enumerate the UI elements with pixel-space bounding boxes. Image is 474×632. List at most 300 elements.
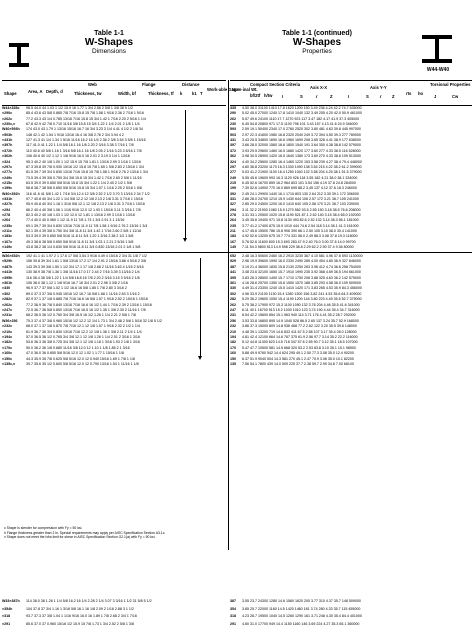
- hdr-Zy: Z: [392, 94, 395, 99]
- left-table-subtitle: Dimensions: [92, 48, 126, 55]
- hdr-Sy: S: [366, 94, 369, 99]
- row-shape-label: 277: [230, 170, 236, 175]
- row-values: 93.7 37.3 37 3/8 1.04 1 1/16 9/16 16.0 16 1.89 1 7/8 2.68 2 3/4 1 7/16: [26, 614, 137, 618]
- row-shape-label: W36×652h: [2, 254, 20, 258]
- table-row: [2, 622, 226, 627]
- row-shape-label: 529: [230, 259, 236, 264]
- row-shape-label: 503: [230, 132, 236, 137]
- row-values: 77.2 43.3 43 1/4 0.785 13/16 7/16 15.8 15 3/4 1.42 1 7/16 2.20 2 5/16 1 1/4: [26, 116, 146, 121]
- table-row: [230, 351, 472, 356]
- row-shape-label: 487: [230, 264, 236, 269]
- row-shape-label: W36×256: [2, 318, 18, 323]
- row-values: 3.11 32.2 21900 1080 15.9 1270 562 93.5 2.55 150 3.18 38.5 76.6 208000: [242, 207, 361, 212]
- row-values: 89.0 37.3 37 3/8 0.945 15/16 1/2 16.7 16 5/8 1.68 1 11/16 2.63 3 1/16 2: [26, 291, 140, 296]
- hdr-distance: Distance: [182, 82, 200, 87]
- row-values: 3.98 30.5 28900 1420 16.5 1640 1380 173 3.60 270 4.33 38.6 109 513000: [242, 154, 361, 159]
- row-shape-label: ×529h: [2, 259, 13, 264]
- table-row: [230, 324, 472, 329]
- row-shape-label: ×262c: [2, 302, 13, 307]
- row-shape-label: ×431h: [2, 138, 13, 143]
- row-shape-label: W33×387h: [2, 599, 20, 603]
- hdr-rts: rts: [406, 91, 412, 96]
- hdr-flange-thickness: Thickness, tf: [148, 91, 174, 96]
- row-values: 3.43 25.5 34800 1690 16.6 1960 1690 208 3.65 328 4.41 38.9 177 638000: [242, 138, 361, 143]
- row-shape-label: ×327h: [2, 202, 13, 207]
- row-values: 2.45 24.1 29900 1440 16.1 1710 803 130 2.64 212 3.30 39.1 172 306000: [242, 191, 359, 196]
- row-shape-label: ×372h: [2, 148, 13, 153]
- row-values: 67.8 42.9 42 7/8 0.710 11/16 3/8 15.8 15 3/4 1.22 1 1/4 2.01 2 1/8 1 1/4: [26, 122, 140, 127]
- row-shape-label: 431: [230, 138, 236, 143]
- row-values: 3.55 23.7 24300 1280 14.6 1560 1620 200 3.77 310 4.37 35.7 148 509000: [242, 599, 361, 603]
- table-row: [2, 276, 226, 281]
- left-title-block: [64, 30, 154, 55]
- row-shape-label: 262: [230, 302, 236, 307]
- row-values: 95.3 40.2 40 1/8 1.00 1 1/2 15.9 15 7/8 1.81 1 13/16 2.99 3 1/16 1 13/16: [26, 159, 141, 164]
- row-values: 5.76 52.6 11600 600 15.3 693 283 47.9 2.40 76.0 3.00 37.6 14.0 99700: [242, 239, 356, 244]
- row-shape-label: 372: [230, 148, 236, 153]
- row-shape-label: ×194c: [2, 335, 13, 339]
- row-shape-label: ×264: [2, 218, 11, 223]
- row-shape-label: 249: [230, 175, 236, 180]
- hdr-Cw: Cw: [452, 94, 459, 99]
- footnotes: [4, 526, 224, 540]
- table-row: [230, 303, 472, 308]
- row-shape-label: ×182c: [2, 340, 13, 345]
- row-values: 156 39.8 39 3/4 1.61 1 5/8 13/16 17.2 17 1/4 2.91 2 15/16 3.86 4 5/16 2 3/8: [26, 259, 146, 264]
- row-values: 81.5 39.7 39 3/4 0.830 13/16 7/16 15.8 15 7/8 1.58 1 9/16 2.76 2 13/16 1 3/4: [26, 170, 148, 175]
- row-shape-label: 232: [230, 324, 236, 329]
- row-values: 5.88 49.9 9760 542 14.4 624 295 49.1 2.50 77.3 3.08 35.0 12.4 90200: [242, 351, 354, 356]
- row-shape-label: 150: [230, 356, 236, 361]
- row-values: 3.86 37.3 15000 809 14.8 936 468 77.2 2.62 122 3.20 35.5 39.6 148000: [242, 324, 357, 329]
- hdr-web-thickness: Thickness, tw: [74, 91, 102, 96]
- row-values: 73.5 39.4 39 3/8 0.750 3/4 3/8 15.8 15 3/4 1.42 1 7/16 2.60 2 5/8 1 11/16: [26, 175, 142, 180]
- row-shape-label: 294: [230, 207, 236, 212]
- row-shape-label: 199: [230, 186, 236, 191]
- row-values: 6.54 42.2 15600 854 15.1 963 940 114 3.71 176 4.41 35.2 28.7 292000: [242, 313, 356, 318]
- right-group2-table: [230, 254, 472, 369]
- right-bottom-table: [230, 599, 472, 631]
- hdr-torsional: Torsional Properties: [430, 82, 471, 87]
- hdr-axis-yy: Axis Y-Y: [370, 85, 387, 90]
- row-shape-label: 264: [230, 218, 236, 223]
- row-values: 3.77 41.2 17400 875 15.9 1010 444 74.6 2.54 118 3.14 38.1 41.3 161000: [242, 223, 359, 228]
- row-shape-label: 183: [230, 234, 236, 239]
- row-values: 4.50 38.0 31100 1410 17.8 1620 1200 150 3.49 236 4.24 42.2 74.7 535000: [242, 106, 362, 110]
- table-row: [230, 286, 472, 291]
- hdr-htw: h/tw: [264, 93, 273, 98]
- left-group1-table: [2, 106, 226, 251]
- gage-arrow-line-1: [185, 110, 186, 240]
- hdr-bf2tf: bf/2tf: [250, 93, 261, 98]
- row-shape-label: W40×392h: [2, 191, 20, 196]
- row-values: 7.39 52.6 14900 770 16.0 869 695 88.2 3.45 137 4.12 37.6 18.3 246000: [242, 186, 357, 191]
- row-values: 127 41.3 41 1/4 1.34 1 5/16 11/16 16.2 16 1/4 2.36 2 3/8 3.54 3 5/8 1 15/16: [26, 138, 146, 143]
- row-values: 68.2 36.5 36 1/2 0.760 3/4 3/8 16.5 16 1/2 1.26 1 1/4 2.21 2 5/8 1 7/8: [26, 313, 136, 318]
- left-table-title: W-Shapes: [84, 37, 134, 48]
- row-shape-label: 235: [230, 223, 236, 228]
- row-values: 114 38.0 38 1.26 1 1/4 5/8 16.2 16 1/4 2.28 2 1/4 3.07 3 3/16 1 1/2 31 5/8 5 1/2: [26, 599, 152, 603]
- row-shape-label: 331: [230, 196, 236, 201]
- bottom-page: [0, 597, 474, 632]
- right-table-number: Table 1-1 (continued): [282, 30, 352, 37]
- row-values: 2.86 28.0 24700 1210 15.9 1430 644 106 2.57 172 3.21 38.7 105 241000: [242, 196, 359, 201]
- row-shape-label: 330: [230, 286, 236, 291]
- left-table-number: Table 1-1: [94, 30, 124, 37]
- row-values: 97.7 40.8 40 3/4 1.22 1 1/4 5/8 12.2 12 1/8 2.13 2 1/8 3.31 3 7/16 1 15/16: [26, 196, 143, 201]
- hdr-axis-xx: Axis X-X: [310, 85, 327, 90]
- row-shape-label: 182: [230, 340, 236, 345]
- row-shape-label: 362: [230, 154, 236, 159]
- table-row: [2, 330, 226, 335]
- logo-label: W44-W40: [426, 67, 450, 73]
- hdr-Zx: Z: [330, 94, 333, 99]
- row-values: 5.12 44.8 11300 623 14.5 718 347 57.6 2.55 90.7 3.12 35.1 18.5 107000: [242, 340, 358, 345]
- group-separator: [2, 252, 472, 253]
- row-values: 2.85 29.0 24500 1200 16.0 1410 640 105 2.58 170 3.21 38.7 103 239000: [242, 202, 359, 207]
- row-values: 130 38.9 38 7/8 1.36 1 3/8 11/16 17.0 17 2.44 2 7/16 3.39 3 13/16 2 1/4: [26, 270, 140, 275]
- row-values: 72.5 36.7 36 5/8 0.800 13/16 7/16 16.5 16 1/2 1.35 1 3/8 2.30 2 11/16 1 7/8: [26, 308, 146, 312]
- row-values: 62.1 39.4 39 3/8 0.750 3/4 3/8 11.8 11 3/4 1.42 1 7/16 2.60 2 5/8 1 11/16: [26, 229, 142, 234]
- hdr-area: Area, A: [28, 89, 43, 94]
- left-header: [2, 80, 239, 106]
- right-title-block: [262, 30, 372, 55]
- row-values: 4.81 42.4 12100 664 14.6 767 375 61.9 2.56 97.7 3.14 35.2 22.2 116000: [242, 335, 358, 339]
- row-values: 75.3 37.4 37 3/8 0.960 15/16 1/2 12.2 12 1/4 1.73 1 3/4 2.48 2 5/8 1 5/16 32 1/8 5 1/2: [26, 318, 162, 323]
- row-shape-label: ×361h: [2, 281, 13, 285]
- table-row: [2, 297, 226, 302]
- table-row: [2, 362, 226, 367]
- row-shape-label: 387: [230, 599, 236, 603]
- table-row: [230, 362, 472, 367]
- row-shape-label: W40×593h: [2, 127, 20, 132]
- row-shape-label: ×160c: [2, 351, 13, 356]
- row-values: 4.40 34.2 25600 1280 16.4 1460 1220 153 3.58 239 4.27 38.4 79.4 448000: [242, 159, 362, 164]
- row-values: 6.11 40.1 16700 913 15.2 1030 1010 123 3.74 190 4.44 35.4 34.7 316000: [242, 308, 360, 312]
- row-shape-label: ×441h: [2, 270, 13, 275]
- row-values: 4.23 28.7 19500 1040 14.5 1260 1290 161 3.71 248 4.30 35.4 84.4 401000: [242, 614, 362, 618]
- right-header: [230, 80, 472, 106]
- row-shape-label: ×183c: [2, 234, 13, 239]
- row-values: 39.7 35.6 35 1/2 0.600 5/8 5/16 12.0 12 0.790 13/16 1.54 1 11/16 1 1/8: [26, 362, 139, 366]
- row-values: 43.8 38.2 38 1/4 0.630 5/8 5/16 11.8 11 3/4 0.830 13/16 2.01 2 1/8 1 5/8: [26, 245, 141, 250]
- row-values: 5.02 45.0 27000 1240 17.8 1410 1040 132 3.49 205 4.20 42.0 50.9 461000: [242, 111, 362, 116]
- right-table-title: W-Shapes: [292, 37, 342, 48]
- table-row: [2, 313, 226, 318]
- row-values: 143 39.3 39 3/8 1.50 1 1/2 3/4 17.1 17 1/8 2.68 2 11/16 3.63 4 1/16 2 5/16: [26, 264, 144, 269]
- row-values: 116 38.4 38 3/8 1.22 1 1/4 5/8 16.8 16 7/8 2.20 2 3/16 3.15 3 9/16 2 1/8: [26, 275, 140, 280]
- row-shape-label: 247: [230, 308, 236, 312]
- row-values: 174 43.0 43 1.79 1 13/16 15/16 16.7 16 3/4 3.23 3 1/4 4.41 4 1/2 2 1/8 34: [26, 127, 143, 132]
- table-row: [2, 340, 226, 345]
- hdr-depth: Depth, d: [46, 89, 63, 94]
- row-shape-label: W44×335c: [2, 106, 20, 110]
- row-shape-label: 160: [230, 351, 236, 356]
- row-values: 57.0 36.5 36 1/2 0.765 3/4 3/8 12.1 12 1/8 1.26 1 1/4 2.01 2 3/16 1 3/16: [26, 335, 140, 339]
- table-row: [2, 303, 226, 308]
- table-row: [230, 276, 472, 281]
- hdr-rx: r: [316, 94, 318, 99]
- row-shape-label: 327: [230, 202, 236, 207]
- row-values: 3.48 23.6 32100 1650 15.7 1910 1990 235 3.92 368 4.69 36.5 194 661000: [242, 270, 361, 275]
- table-row: [2, 270, 226, 275]
- row-shape-label: ×210c: [2, 329, 13, 334]
- row-shape-label: 392: [230, 191, 236, 196]
- row-values: 98.5 44.0 44 1.03 1 1/2 15.9 16 1.77 1 3/4 2.56 2 5/8 1 3/8 38 5 1/2: [26, 106, 133, 110]
- row-values: 68.0 37.1 37 1/8 0.870 7/8 7/16 12.1 12 1/8 1.57 1 9/16 2.32 2 1/2 1 1/4: [26, 324, 140, 329]
- row-values: 82.9 37.1 37 1/8 0.885 7/8 7/16 16.6 16 5/8 1.57 1 9/16 2.52 2 15/16 1 15/16: [26, 297, 148, 302]
- table-row: [230, 313, 472, 318]
- row-values: 96.9 37.7 37 5/8 1.02 1 1/2 16.6 16 5/8 1.85 1 7/8 2.80 3 3/16 2: [26, 286, 127, 291]
- row-values: 192 41.1 41 1.97 2 1 17.6 17 5/8 3.54 3 9/16 4.49 4 15/16 2 3/4 31 1/8 7 1/2: [26, 254, 147, 258]
- row-values: 53.6 36.3 36 3/8 0.725 3/4 3/8 12.1 12 1/8 1.18 1 3/16 1.93 2 1/8 1 3/16: [26, 340, 140, 345]
- row-values: 5.03 41.2 21900 1100 16.4 1250 1040 132 3.58 204 4.25 38.1 51.5 379000: [242, 170, 362, 175]
- row-shape-label: ×230c,v: [2, 122, 16, 127]
- hdr-k1: k1: [192, 91, 197, 96]
- table-row: [2, 324, 226, 329]
- row-shape-label: 278: [230, 213, 236, 217]
- row-shape-label: ×330: [2, 286, 11, 291]
- row-values: 2.97 22.3 41600 1980 16.8 2320 2040 249 3.72 394 4.50 39.3 277 789000: [242, 132, 361, 137]
- row-shape-label: 361: [230, 281, 236, 285]
- row-values: 85.6 37.0 37 0.960 15/16 1/2 15.9 15 7/8 1.73 1 3/4 2.52 2 5/8 1 3/8: [26, 621, 134, 626]
- row-shape-label: ×291: [2, 621, 11, 626]
- page-gap: [0, 562, 474, 597]
- row-values: 4.92 52.6 13200 675 15.7 774 331 56.0 2.49 88.3 3.08 37.8 19.3 118000: [242, 234, 358, 239]
- row-shape-label: ×262c: [2, 116, 13, 121]
- row-shape-label: 354: [230, 606, 236, 611]
- row-shape-label: ×318: [2, 614, 11, 618]
- row-values: 2.59 19.1 50400 2340 17.0 2760 2520 302 3.80 481 4.63 39.8 445 997000: [242, 127, 361, 132]
- right-table-subtitle: Properties: [302, 48, 332, 55]
- row-values: 47.0 36.0 36 0.650 5/8 5/16 12.0 12 1.02 1 1.77 1 15/16 1 1/8: [26, 351, 124, 356]
- left-group2-table: [2, 254, 226, 369]
- table-row: [230, 297, 472, 302]
- row-shape-label: ×232c: [2, 324, 13, 329]
- row-shape-label: 230: [230, 122, 236, 127]
- row-values: 5.47 47.7 10500 581 14.5 668 320 53.2 2.53 83.8 3.10 35.1 15.1 98500: [242, 345, 356, 350]
- w-shape-section-icon: [8, 42, 30, 68]
- row-shape-label: 194: [230, 335, 236, 339]
- row-shape-label: ×282c: [2, 297, 13, 302]
- row-values: 4.60 31.0 17700 949 14.4 1150 1160 146 3.69 224 4.27 35.3 65.1 360000: [242, 621, 360, 626]
- row-values: 6.37 51.9 9040 504 14.3 581 270 45.1 2.47 70.9 3.06 35.0 10.1 82200: [242, 356, 354, 361]
- row-values: 6.45 54.8 20800 971 17.5 1100 796 101 3.43 157 4.13 41.6 24.9 346000: [242, 122, 358, 127]
- row-shape-label: 231: [230, 313, 236, 318]
- table-row: [2, 614, 226, 619]
- hdr-gage: Work-able Gage: [207, 87, 239, 92]
- row-shape-label: ×354h: [2, 606, 13, 611]
- row-shape-label: ×215c: [2, 180, 13, 185]
- gage-arrow-line-2: [200, 258, 201, 358]
- hdr-flange: Flange: [142, 82, 156, 87]
- row-values: 50.0 36.2 36 1/8 0.680 11/16 3/8 12.0 12 1.10 1 1/8 1.85 2 1 3/16: [26, 345, 130, 350]
- row-shape-label: 167: [230, 239, 236, 244]
- row-shape-label: ×211c: [2, 229, 12, 234]
- row-shape-label: ×397h: [2, 143, 13, 148]
- row-shape-label: ×170c: [2, 345, 13, 350]
- row-shape-label: 302: [230, 291, 236, 296]
- table-row: [2, 607, 226, 612]
- row-shape-label: ×503h: [2, 132, 13, 137]
- row-values: 85.4 43.6 43 5/8 0.865 7/8 7/16 15.8 15 7/8 1.58 1 9/16 2.36 2 7/16 1 5/16: [26, 111, 144, 116]
- row-shape-label: ×331h: [2, 196, 13, 201]
- row-shape-label: 215: [230, 180, 236, 185]
- row-shape-label: ×294: [2, 207, 11, 212]
- row-values: 5.55 45.6 19600 993 16.3 1120 926 118 3.55 182 4.21 38.0 38.1 334000: [242, 175, 358, 180]
- footnote-v: v Shape does not meet the h/tw limit for shear in AISC Specification Section G2.1(a) with Fy = 50 ksi.: [4, 535, 156, 540]
- hdr-Ix: I: [282, 94, 284, 99]
- row-shape-label: ×487h: [2, 264, 13, 269]
- table-row: [230, 622, 472, 627]
- row-values: 58.8 38.7 38 5/8 0.650 5/8 5/16 15.8 15 3/4 1.07 1 1/16 2.25 2 5/16 1 5/8: [26, 186, 142, 191]
- w-section-logo-icon: [420, 34, 454, 66]
- hdr-shape: Shape: [4, 91, 17, 96]
- hdr-ry: r: [380, 94, 382, 99]
- row-shape-label: 593: [230, 127, 236, 132]
- row-values: 3.85 25.7 22000 1160 14.5 1420 1460 181 3.74 280 4.33 35.7 115 455000: [242, 606, 361, 611]
- table-row: [230, 614, 472, 619]
- row-values: 5.75 38.2 17900 972 15.3 1100 1090 132 3.76 204 4.46 35.5 41.6 341000: [242, 302, 360, 307]
- row-shape-label: ×167c: [2, 239, 13, 244]
- row-values: 4.96 33.9 21100 1130 15.4 1280 1300 156 3.82 241 4.53 35.6 64.3 409000: [242, 291, 362, 296]
- table-row: [2, 286, 226, 291]
- row-shape-label: ×277c: [2, 170, 13, 175]
- row-shape-label: ×362h: [2, 154, 13, 159]
- row-shape-label: 441: [230, 270, 236, 275]
- row-shape-label: 170: [230, 345, 236, 350]
- row-shape-label: 652: [230, 254, 236, 258]
- row-shape-label: 256: [230, 318, 236, 323]
- hdr-compact: Compact Section Criteria: [250, 82, 301, 87]
- hdr-J: J: [434, 94, 437, 99]
- row-values: 148 42.1 42 1.54 1 9/16 13/16 16.4 16 3/8 2.76 2 3/4 3.94 4 2: [26, 132, 124, 137]
- row-values: 3.93 29.5 29600 1460 16.5 1680 1420 177 3.60 277 4.33 38.5 116 528000: [242, 148, 361, 153]
- row-shape-label: ×150c: [2, 356, 13, 361]
- row-shape-label: 282: [230, 297, 236, 302]
- row-shape-label: ×278: [2, 213, 11, 217]
- hdr-flange-width: Width, bf: [118, 91, 136, 96]
- row-values: 2.96 19.9 39600 1990 16.0 2330 2490 289 4.00 454 4.80 36.9 327 846000: [242, 259, 361, 264]
- row-shape-label: ×290c: [2, 111, 13, 116]
- table-row: [230, 330, 472, 335]
- hdr-T: T: [200, 91, 203, 96]
- hdr-web: Web: [88, 82, 97, 87]
- table-row: [230, 245, 472, 250]
- footnote-h: h Flange thickness greater than 2 in. Special requirements may apply per AISC Specification Section A3.1c.: [4, 530, 166, 535]
- row-values: 77.4 40.0 40 0.960 1 1/2 11.9 11 7/8 1.73 1 3/4 2.91 3 1 13/16: [26, 218, 125, 223]
- row-shape-label: ×231c: [2, 313, 13, 318]
- row-shape-label: ×235c: [2, 223, 13, 228]
- row-shape-label: ×247c: [2, 308, 13, 312]
- row-values: 69.1 39.7 39 3/4 0.830 13/16 7/16 11.9 11 7/8 1.58 1 9/16 2.76 2 13/16 1 3/4: [26, 223, 148, 228]
- table-row: [2, 245, 226, 250]
- row-values: 104 37.8 37 3/4 1.16 1 3/16 5/8 16.1 16 1/8 2.09 2 1/16 2.88 3 1 1/2: [26, 606, 134, 611]
- row-values: 82.3 40.2 40 1/8 1.03 1 1/2 12.0 12 1.81 1 13/16 2.99 3 1/16 1 13/16: [26, 213, 135, 217]
- row-values: 4.49 31.4 23300 1240 15.5 1410 1420 171 3.83 265 4.53 35.9 84.3 456000: [242, 286, 362, 291]
- right-group1-table: [230, 106, 472, 251]
- table-row: [2, 357, 226, 362]
- row-shape-label: ×297c: [2, 164, 13, 169]
- row-values: 2.48 16.3 50600 2460 16.2 2910 3230 367 4.10 581 4.96 37.6 593 1130000: [242, 254, 363, 258]
- table-row: [2, 351, 226, 356]
- row-shape-label: ×324: [2, 159, 11, 164]
- gage-arrow-icon-1: [183, 238, 187, 242]
- hdr-k: k: [180, 91, 183, 96]
- row-values: 86.2 40.4 40 3/8 1.06 1 1/16 9/16 12.0 12 1.93 1 15/16 3.11 3 3/16 1 7/8: [26, 207, 141, 212]
- table-row: [230, 599, 472, 604]
- table-row: [230, 259, 472, 264]
- row-shape-label: 297: [230, 164, 236, 169]
- row-values: 3.19 21.4 36000 1830 15.8 2130 2250 263 3.96 412 4.74 36.6 258 754000: [242, 264, 361, 269]
- row-values: 63.5 39.0 39 0.650 5/8 5/16 15.8 15 3/4 1.22 1 1/4 2.40 2 1/2 1 5/8: [26, 180, 132, 185]
- row-shape-label: ×395h: [2, 275, 13, 280]
- gage-arrow-icon-2: [198, 356, 202, 360]
- row-values: 117 41.0 41 1.22 1 1/4 5/8 16.1 16 1/8 2.20 2 3/16 3.38 3 7/16 1 7/8: [26, 143, 134, 148]
- row-shape-label: 210: [230, 329, 236, 334]
- left-bottom-table: [2, 599, 226, 631]
- row-values: 5.57 49.6 24100 1110 17.7 1270 923 117 3.47 182 4.17 41.9 37.3 405000: [242, 116, 360, 121]
- row-shape-label: ×149c: [2, 245, 13, 250]
- row-shape-label: 291: [230, 621, 236, 626]
- row-shape-label: 135: [230, 362, 236, 366]
- row-values: 3.83 26.3 28500 1490 15.7 1710 1750 208 3.88 325 4.63 36.2 142 575000: [242, 275, 361, 280]
- table-row: [230, 607, 472, 612]
- row-values: 44.3 35.9 35 7/8 0.625 5/8 5/16 12.0 12 0.940 15/16 1.69 1 7/8 1 1/8: [26, 356, 135, 361]
- row-shape-label: 149: [230, 245, 236, 250]
- row-values: 53.3 39.0 39 0.650 5/8 5/16 11.8 11 3/4 1.20 1 3/16 2.38 2 1/2 1 5/8: [26, 234, 134, 239]
- row-values: 110 40.6 40 5/8 1.16 1 3/16 5/8 16.1 16 1/8 2.05 2 1/16 3.23 3 5/16 1 7/8: [26, 148, 142, 153]
- row-values: 4.80 36.8 23200 1170 16.3 1330 1090 138 3.54 215 4.22 38.2 61.2 399000: [242, 164, 362, 169]
- row-shape-label: 262: [230, 116, 236, 121]
- row-shape-label: 211: [230, 229, 236, 234]
- row-values: 77.2 36.9 36 7/8 0.840 13/16 7/16 16.6 16 1/2 1.44 1 7/16 2.39 2 13/16 1 15/16: [26, 302, 152, 307]
- row-values: 3.53 33.8 16800 895 14.9 1040 528 86.5 2.65 137 3.24 35.7 52.9 168000: [242, 318, 359, 323]
- table-row: [230, 340, 472, 345]
- hdr-ho: ho: [418, 91, 424, 96]
- row-values: 95.9 40.8 40 3/4 1.18 1 3/16 5/8 12.1 12 1/8 2.13 2 1/8 3.31 3 7/16 1 15/16: [26, 202, 145, 207]
- hdr-Sx: S: [300, 94, 303, 99]
- table-row: [2, 259, 226, 264]
- row-shape-label: 318: [230, 614, 236, 618]
- table-row: [230, 357, 472, 362]
- footnote-c: c Shape is slender for compression with Fy = 50 ksi.: [4, 526, 83, 530]
- hdr-Iy: I: [348, 94, 350, 99]
- row-values: 4.16 28.6 25700 1350 15.6 1550 1570 188 3.85 293 4.58 36.0 109 509000: [242, 281, 361, 285]
- row-shape-label: ×199c: [2, 186, 13, 191]
- row-values: 116 41.6 41 5/8 1.42 1 7/16 3/4 12.4 12 3/8 2.52 2 1/2 3.70 3 13/16 2 34 7 1/2: [26, 191, 150, 196]
- hdr-nominal-wt: Nom-inal Wt.: [232, 87, 258, 92]
- table-row: [230, 270, 472, 275]
- row-values: 4.17 45.6 15500 786 15.8 906 390 66.1 2.50 105 3.10 38.0 30.4 141000: [242, 229, 357, 234]
- row-values: 6.45 52.6 16700 859 16.2 964 803 101 3.54 156 4.19 37.8 24.8 284000: [242, 180, 356, 185]
- row-values: 61.9 36.7 36 3/4 0.830 13/16 7/16 12.2 12 1/8 1.36 1 3/8 2.11 2 1/4 1 1/4: [26, 329, 142, 334]
- row-values: 3.45 35.6 19400 971 15.8 1130 493 82.6 2.52 132 3.14 38.3 56.1 181000: [242, 218, 359, 223]
- row-values: 3.66 28.0 32000 1560 16.6 1800 1540 191 3.64 300 4.38 38.8 142 579000: [242, 143, 361, 148]
- row-values: 4.48 39.1 13200 719 14.6 833 411 67.5 2.58 107 3.17 35.4 28.0 128000: [242, 329, 357, 334]
- table-row: [2, 599, 226, 604]
- row-values: 106 38.0 38 1.12 1 1/8 9/16 16.7 16 3/4 2.01 2 2.96 3 3/8 2 1/16: [26, 281, 128, 285]
- row-shape-label: ×135c,v: [2, 362, 16, 366]
- row-shape-label: 335: [230, 106, 236, 110]
- row-values: 49.3 38.6 38 5/8 0.650 5/8 5/16 11.8 11 3/4 1.03 1 2.21 2 5/16 1 5/8: [26, 239, 134, 244]
- row-values: 106 40.6 40 1/2 1.12 1 1/8 9/16 16.0 16 2.01 2 3.19 3 1/4 1 13/16: [26, 154, 130, 159]
- row-shape-label: 395: [230, 275, 236, 280]
- row-values: 87.3 39.8 39 7/8 0.930 15/16 1/2 15.8 15 7/8 1.65 1 5/8 2.83 2 15/16 1 3/4: [26, 164, 144, 169]
- row-shape-label: ×249c: [2, 175, 13, 180]
- row-shape-label: 397: [230, 143, 236, 148]
- row-shape-label: 290: [230, 111, 236, 116]
